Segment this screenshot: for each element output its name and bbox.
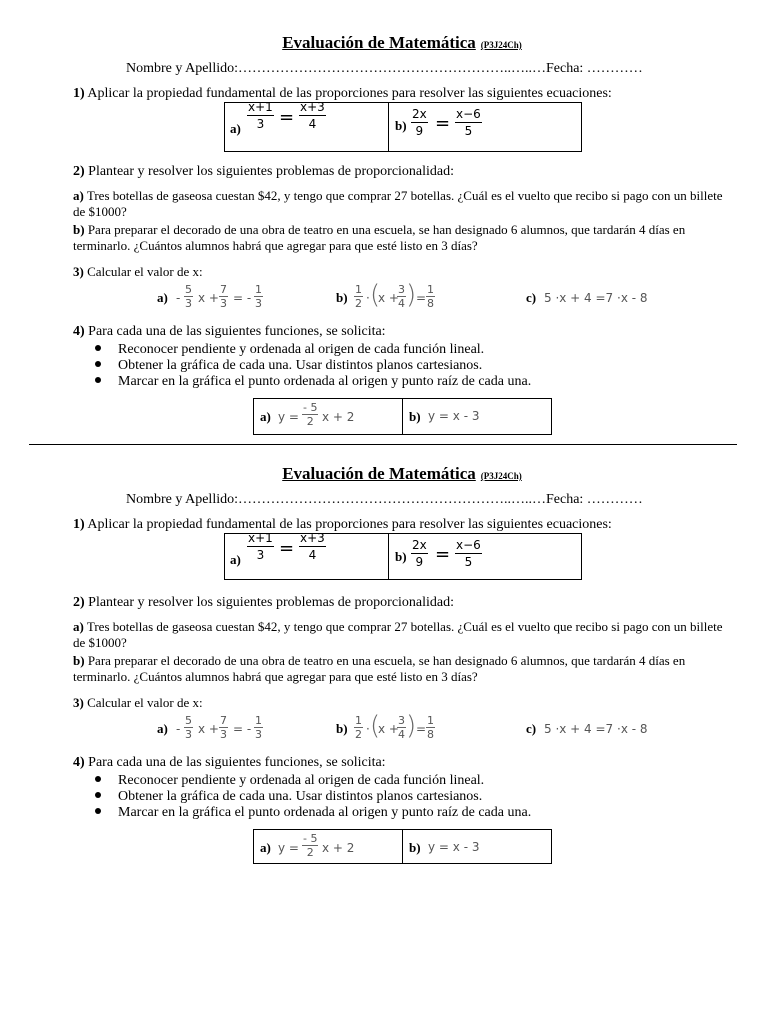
exam-copy-1: Evaluación de Matemática (P3J24Ch) Nombre y Apellido:…………………………………………………..…..…Fecha: ………… 1) Aplicar la propiedad fundamental de las proporciones para resolver las siguientes ecuaciones: a) $\frac{x+1}{3}$ = $\frac{x+3}{4}$ b) $\frac{2x}{9}$ = $\frac{x-6}{5}$ 2) Plantear y resolver los siguientes problemas de proporcionalidad: a) Tres botellas de gaseosa cuestan $42, y tengo que comprar 27 botellas. ¿Cuál es el vuelto que recibo si pago con un billete de $1000? b) Para preparar el decorado de una obra de teatro en una escuela, se han designado 6 alumnos, que tardarán 4 días en terminarlo. ¿Cuántos alumnos habrá que agregar para que esté listo en 3 días? 3) Calcular el valor de x: a) - $\frac{5}{3}$ x + $\frac{7}{3}$ = - $\frac{1}{3}$ b) $\frac{1}{2}$ · ( x + $\frac{3}{4}$ ) = $\frac{1}{8}$ c) 5 ·x + 4 =7 ·x - 8 4) Para cada una de las siguientes funciones, se solicita: Reconocer pendiente y ordenada al origen de cada función lineal. Obtener la gráfica de cada una. Usar distintos planos cartesianos. Marcar en la gráfica el punto ordenada al origen y punto raíz de cada una. a) y = $\frac{- 5}{2}$ x + 2 b) y = x - 3 [0, 0, 768, 430]
q4-bullet: Reconocer pendiente y ordenada al origen de cada función lineal. [95, 773, 484, 789]
q3-heading: 3) Calcular el valor de x: [73, 695, 203, 710]
q4-function-box: a) y = $\frac{- 5}{2}$ x + 2 b) y = x - 3 [253, 398, 552, 435]
exam-title: Evaluación de Matemática (P3J24Ch) [282, 33, 522, 52]
name-date-line: Nombre y Apellido:…………………………………………………..…..…Fecha: ………… [126, 492, 643, 507]
q2-problem-a: a) Tres botellas de gaseosa cuestan $42, y tengo que comprar 27 botellas. ¿Cuál es el vuelto que recibo si pago con un billete de $1000? [73, 619, 723, 650]
q3-heading: 3) Calcular el valor de x: [73, 264, 203, 279]
q4-function-box: a) y = $\frac{- 5}{2}$ x + 2 b) y = x - 3 [253, 829, 552, 864]
q4-heading: 4) Para cada una de las siguientes funciones, se solicita: [73, 755, 386, 770]
q4-bullet: Obtener la gráfica de cada una. Usar distintos planos cartesianos. [95, 789, 482, 805]
q2-problem-a: a) Tres botellas de gaseosa cuestan $42, y tengo que comprar 27 botellas. ¿Cuál es el vuelto que recibo si pago con un billete de $1000? [73, 188, 723, 219]
q4-bullet: Marcar en la gráfica el punto ordenada al origen y punto raíz de cada una. [95, 805, 531, 821]
q2-problem-b: b) Para preparar el decorado de una obra de teatro en una escuela, se han designado 6 alumnos, que tardarán 4 días en terminarlo. ¿Cuántos alumnos habrá que agregar para que esté listo en 3 días? [73, 653, 686, 684]
exam-title: Evaluación de Matemática (P3J24Ch) [282, 464, 522, 483]
q1-equation-box: a) $\frac{x+1}{3}$ = $\frac{x+3}{4}$ b) $\frac{2x}{9}$ = $\frac{x-6}{5}$ [224, 102, 582, 152]
q1-heading: 1) Aplicar la propiedad fundamental de las proporciones para resolver las siguientes ecuaciones: [73, 86, 612, 101]
name-date-line: Nombre y Apellido:…………………………………………………..…..…Fecha: ………… [126, 61, 643, 76]
q1-heading: 1) Aplicar la propiedad fundamental de las proporciones para resolver las siguientes ecuaciones: [73, 517, 612, 532]
q4-bullet: Reconocer pendiente y ordenada al origen de cada función lineal. [95, 342, 484, 358]
q4-bullet: Obtener la gráfica de cada una. Usar distintos planos cartesianos. [95, 358, 482, 374]
q4-heading: 4) Para cada una de las siguientes funciones, se solicita: [73, 324, 386, 339]
q1-equation-box: a) $\frac{x+1}{3}$ = $\frac{x+3}{4}$ b) $\frac{2x}{9}$ = $\frac{x-6}{5}$ [224, 533, 582, 580]
exam-copy-2: Evaluación de Matemática (P3J24Ch) Nombre y Apellido:…………………………………………………..…..…Fecha: ………… 1) Aplicar la propiedad fundamental de las proporciones para resolver las siguientes ecuaciones: a) $\frac{x+1}{3}$ = $\frac{x+3}{4}$ b) $\frac{2x}{9}$ = $\frac{x-6}{5}$ 2) Plantear y resolver los siguientes problemas de proporcionalidad: a) Tres botellas de gaseosa cuestan $42, y tengo que comprar 27 botellas. ¿Cuál es el vuelto que recibo si pago con un billete de $1000? b) Para preparar el decorado de una obra de teatro en una escuela, se han designado 6 alumnos, que tardarán 4 días en terminarlo. ¿Cuántos alumnos habrá que agregar para que esté listo en 3 días? 3) Calcular el valor de x: a) - $\frac{5}{3}$ x + $\frac{7}{3}$ = - $\frac{1}{3}$ b) $\frac{1}{2}$ · ( x + $\frac{3}{4}$ ) = $\frac{1}{8}$ c) 5 ·x + 4 =7 ·x - 8 4) Para cada una de las siguientes funciones, se solicita: Reconocer pendiente y ordenada al origen de cada función lineal. Obtener la gráfica de cada una. Usar distintos planos cartesianos. Marcar en la gráfica el punto ordenada al origen y punto raíz de cada una. a) y = $\frac{- 5}{2}$ x + 2 b) y = x - 3 [0, 431, 768, 861]
q2-problem-b: b) Para preparar el decorado de una obra de teatro en una escuela, se han designado 6 alumnos, que tardarán 4 días en terminarlo. ¿Cuántos alumnos habrá que agregar para que esté listo en 3 días? [73, 222, 686, 253]
q2-heading: 2) Plantear y resolver los siguientes problemas de proporcionalidad: [73, 595, 455, 610]
q4-bullet: Marcar en la gráfica el punto ordenada al origen y punto raíz de cada una. [95, 374, 531, 390]
q2-heading: 2) Plantear y resolver los siguientes problemas de proporcionalidad: [73, 164, 455, 179]
